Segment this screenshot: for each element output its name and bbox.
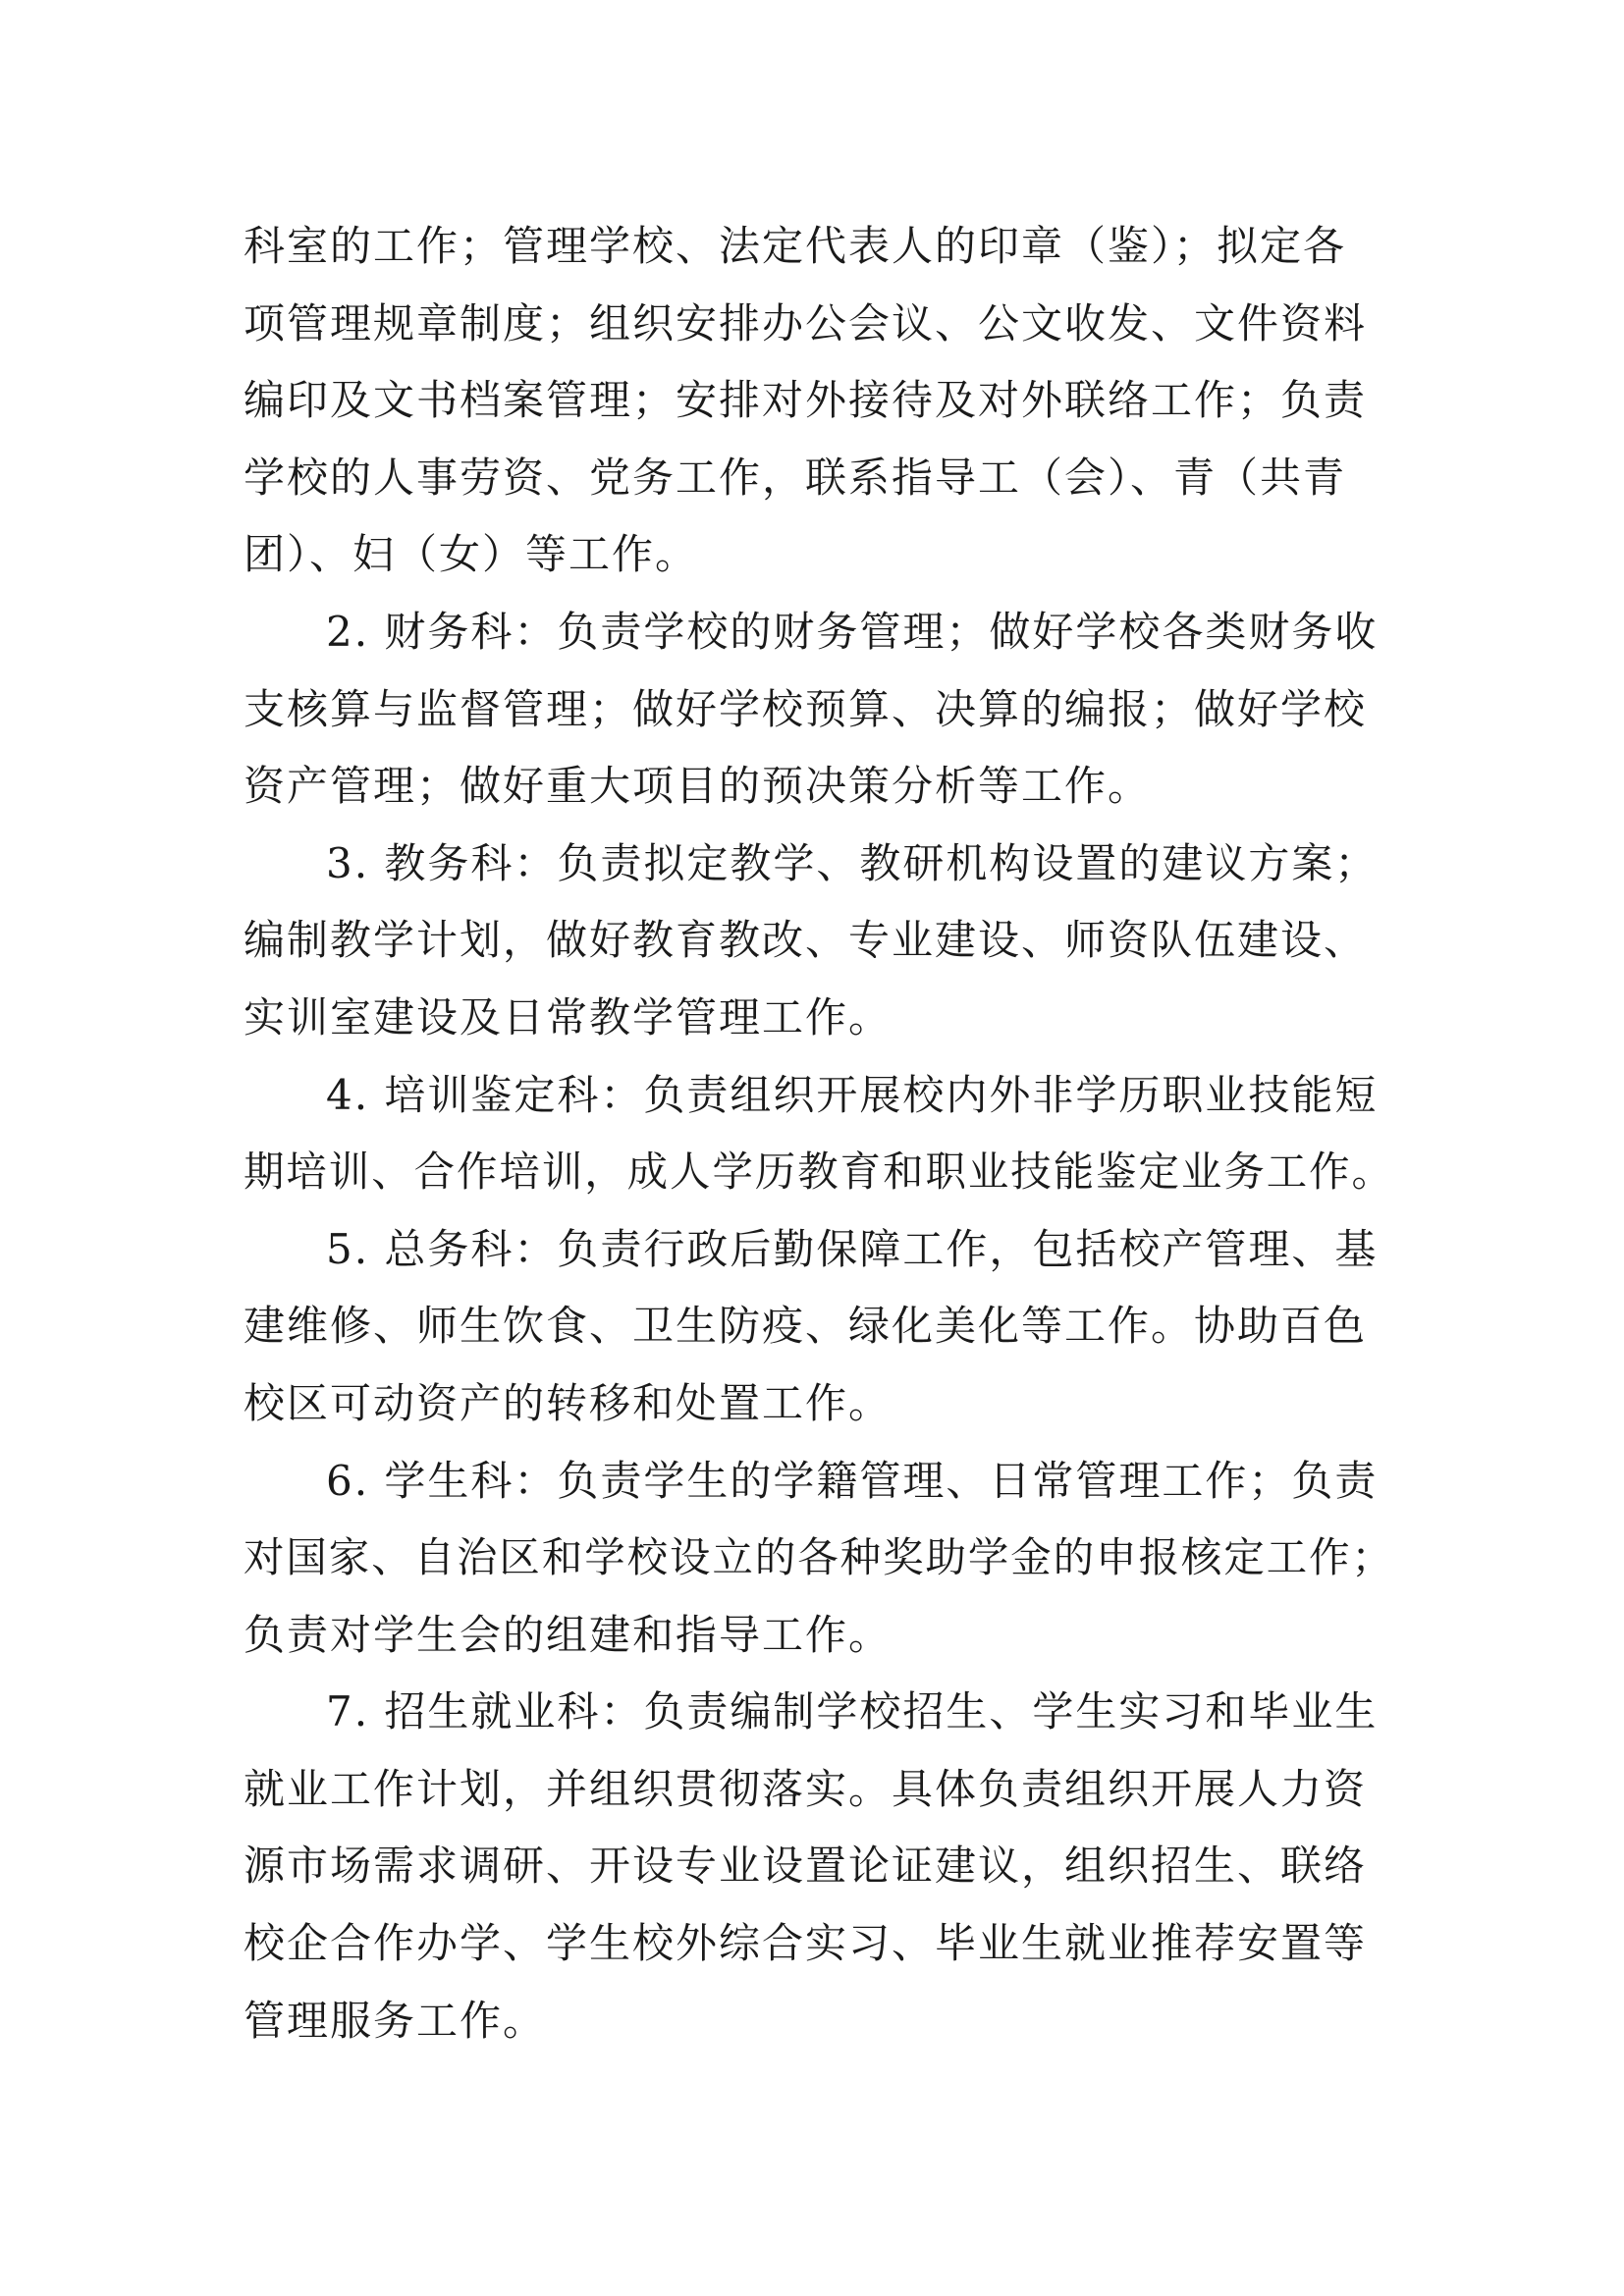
- text-line: 负责对学生会的组建和指导工作。: [244, 1610, 893, 1659]
- text-line: 资产管理；做好重大项目的预决策分析等工作。: [244, 762, 1152, 811]
- paragraph-first-line: 6. 学生科：负责学生的学籍管理、日常管理工作；负责: [326, 1456, 1379, 1505]
- text-line: 实训室建设及日常教学管理工作。: [244, 992, 893, 1041]
- text-line: 源市场需求调研、开设专业设置论证建议，组织招生、联络: [244, 1842, 1368, 1891]
- text-line: 建维修、师生饮食、卫生防疫、绿化美化等工作。协助百色: [244, 1302, 1368, 1351]
- paragraph-first-line: 3. 教务科：负责拟定教学、教研机构设置的建议方案；: [326, 838, 1379, 887]
- text-line: 科室的工作；管理学校、法定代表人的印章（鉴）；拟定各: [244, 222, 1347, 270]
- text-line: 管理服务工作。: [244, 1996, 547, 2045]
- paragraph-first-line: 2. 财务科：负责学校的财务管理；做好学校各类财务收: [326, 607, 1379, 656]
- text-line: 支核算与监督管理；做好学校预算、决算的编报；做好学校: [244, 684, 1368, 733]
- text-line: 校企合作办学、学生校外综合实习、毕业生就业推荐安置等: [244, 1919, 1368, 1968]
- text-line: 团）、妇（女）等工作。: [244, 530, 699, 579]
- body-text: [244, 208, 1394, 2059]
- paragraph-first-line: 7. 招生就业科：负责编制学校招生、学生实习和毕业生: [326, 1687, 1379, 1736]
- text-line: 校区可动资产的转移和处置工作。: [244, 1378, 893, 1427]
- text-line: 编制教学计划，做好教育教改、专业建设、师资队伍建设、: [244, 916, 1368, 965]
- text-line: 对国家、自治区和学校设立的各种奖助学金的申报核定工作；: [244, 1533, 1394, 1582]
- text-line: 期培训、合作培训，成人学历教育和职业技能鉴定业务工作。: [244, 1148, 1394, 1197]
- paragraph-first-line: 5. 总务科：负责行政后勤保障工作，包括校产管理、基: [326, 1224, 1379, 1273]
- text-line: 学校的人事劳资、党务工作，联系指导工（会）、青（共青: [244, 453, 1347, 502]
- paragraph-first-line: 4. 培训鉴定科：负责组织开展校内外非学历职业技能短: [326, 1070, 1379, 1119]
- text-line: 项管理规章制度；组织安排办公会议、公文收发、文件资料: [244, 298, 1368, 347]
- text-line: 就业工作计划，并组织贯彻落实。具体负责组织开展人力资: [244, 1764, 1368, 1813]
- text-line: 编印及文书档案管理；安排对外接待及对外联络工作；负责: [244, 376, 1368, 425]
